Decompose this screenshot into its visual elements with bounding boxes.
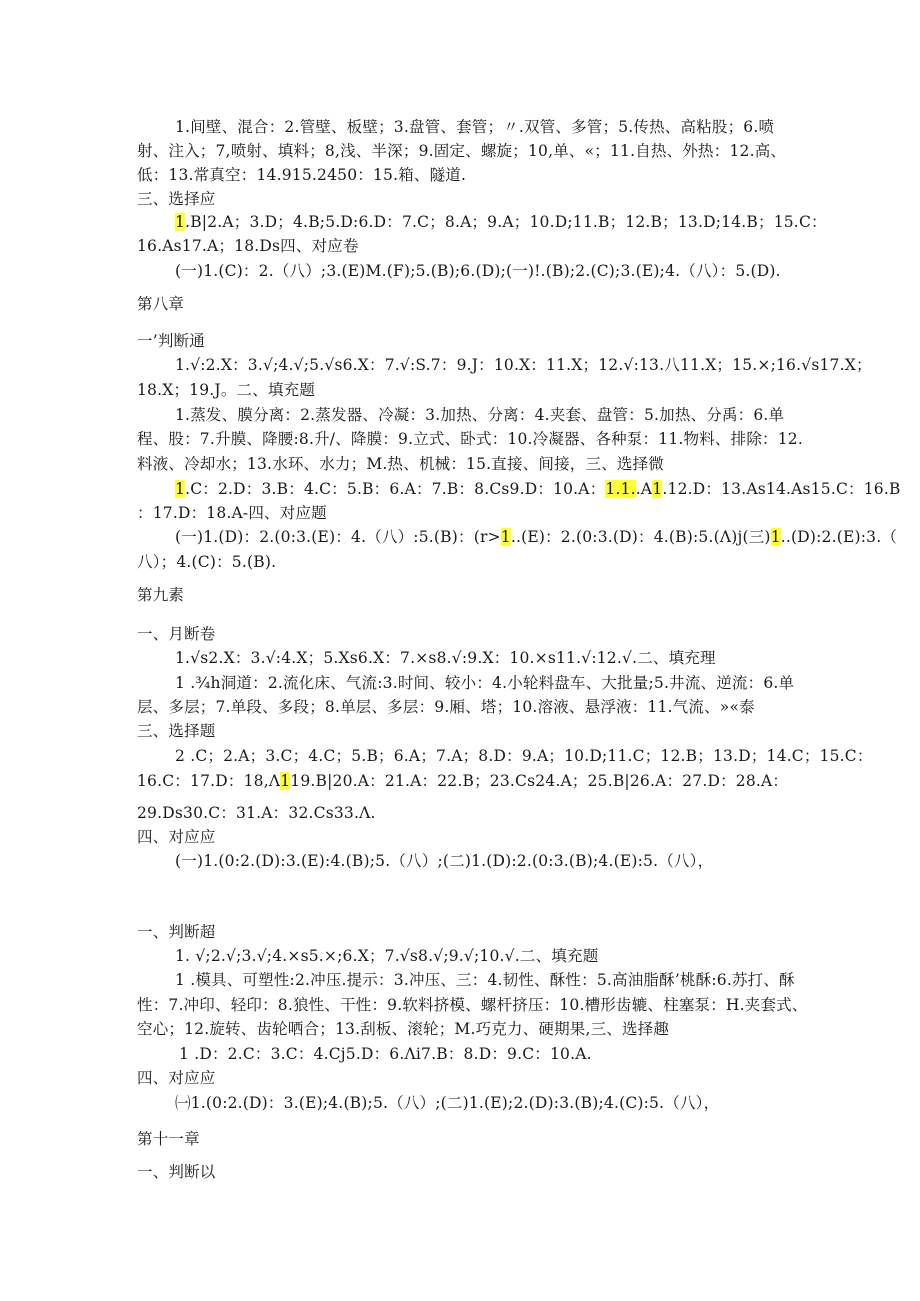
text-line: 八）；4.(C)：5.(B). <box>137 553 277 571</box>
highlight-mark: 1 <box>652 480 663 498</box>
text-line: 1 .D：2.C：3.C：4.Cj5.D：6.Λi7.B：8.D：9.C：10.A. <box>179 1045 592 1063</box>
text-line: ㈠1.(0:2.(D)：3.(E);4.(B);5.（八）;(二)1.(E);2.(D):3.(B);4.(C):5.（八）， <box>175 1094 720 1112</box>
chapter-heading: 第十一章 <box>137 1130 200 1148</box>
text-line: 1.√s2.X：3.√:4.X；5.Xs6.X：7.×s8.√:9.X：10.×s11.√:12.√.二、填充理 <box>175 649 716 667</box>
text-line: 29.Ds30.C：31.A：32.Cs33.Λ. <box>137 804 376 822</box>
highlight-mark: 1 <box>500 528 511 546</box>
text-line: 空心；12.旋转、齿轮哂合；13.刮板、滚轮；M.巧克力、硬期果,三、选择趣 <box>137 1020 670 1038</box>
section-heading: 一’判断通 <box>137 332 205 350</box>
highlight-mark: 1 <box>175 480 186 498</box>
section-heading: 四、对应应 <box>137 1069 216 1087</box>
text-segment: .12.D：13.As14.As15.C：16.B <box>662 480 901 498</box>
text-line: 1 .¾h洞道：2.流化床、气流:3.时间、较小：4.小轮料盘车、大批量;5.井流、逆流：6.单 <box>175 674 795 692</box>
text-line <box>175 527 897 547</box>
text-line: 16.As17.A；18.Ds四、对应卷 <box>137 237 359 255</box>
text-line: 性：7.冲印、轻印：8.狼性、干性：9.软料挤模、螺杆挤压：10.槽形齿辘、柱塞泵：H.夹套式、 <box>137 996 808 1014</box>
text-line: 1. √;2.√;3.√;4.×s5.×;6.X；7.√s8.√;9.√;10.√.二、填充题 <box>175 947 599 965</box>
text-line <box>175 479 901 499</box>
text-segment: ..(E)：2.(0:3.(D)：4.(B):5.(Λ)j(三) <box>510 528 771 546</box>
text-line: 1.蒸发、膜分离：2.蒸发器、冷凝：3.加热、分离：4.夹套、盘管：5.加热、分禹：6.单 <box>175 406 785 424</box>
text-line: 1.间壁、混合：2.管壁、板壁；3.盘管、套管；〃.双管、多管；5.传热、高粘股；6.喷 <box>175 118 775 136</box>
section-heading: 一、月断卷 <box>137 625 216 643</box>
section-heading: 一、判断以 <box>137 1163 216 1181</box>
chapter-heading: 第八章 <box>137 295 185 313</box>
text-line: 1.√:2.X：3.√;4.√;5.√s6.X：7.√:S.7：9.J：10.X：11.X；12.√:13.八11.X；15.×;16.√s17.X； <box>175 356 872 374</box>
section-heading: 三、选择应 <box>137 190 216 208</box>
highlight-mark: 1 <box>175 213 186 231</box>
text-line: 射、注入；7,喷射、填料；8,浅、半深；9.固定、螺旋；10,单、«；11.自热、外热：12.高、 <box>137 142 787 160</box>
text-line: 料液、冷却水；13.水环、水力；M.热、机械：15.直接、间接，三、选择微 <box>137 455 665 473</box>
text-segment: ..(D):2.(E):3.（ <box>780 528 898 546</box>
text-line: (一)1.(0:2.(D):3.(E):4.(B);5.（八）;(二)1.(D):2.(0:3.(B);4.(E):5.（八）， <box>175 852 714 870</box>
text-line <box>175 212 827 232</box>
text-line <box>137 771 788 791</box>
text-line: 低：13.常真空：14.915.2450：15.箱、隧道. <box>137 166 467 184</box>
text-line: (一)1.(C)：2.（八）;3.(E)M.(F);5.(B);6.(D);(一)!.(B);2.(C);3.(E);4.（八）：5.(D). <box>175 262 781 280</box>
section-heading: 三、选择题 <box>137 722 216 740</box>
text-segment: 19.B|20.A：21.A：22.B；23.Cs24.A；25.B|26.A：27.D：28.A： <box>290 772 789 790</box>
section-heading: 四、对应应 <box>137 828 216 846</box>
text-line: 2 .C；2.A；3.C；4.C；5.B；6.A；7.A；8.D：9.A；10.D;11.C；12.B；13.D；14.C；15.C： <box>175 747 873 765</box>
chapter-heading: 第九素 <box>137 586 185 604</box>
text-line: 18.X；19.J。二、填充题 <box>137 381 316 399</box>
text-segment: 16.C：17.D：18,Λ <box>137 772 281 790</box>
text-segment: (一)1.(D)：2.(0:3.(E)：4.（八）:5.(B)：(r> <box>175 528 501 546</box>
text-segment: .C：2.D：3.B：4.C：5.B：6.A：7.B：8.Cs9.D：10.A： <box>185 480 606 498</box>
text-line: 层、多层；7.单段、多段；8.单层、多层：9.厢、塔；10.溶液、悬浮液：11.气流、»«泰 <box>137 698 755 716</box>
text-segment: .A <box>635 480 653 498</box>
text-line: ：17.D：18.A-四、对应题 <box>137 504 327 522</box>
highlight-mark: 1 <box>280 772 291 790</box>
text-line: 1 .模具、可塑性:2.冲压.提示：3.冲压、三：4.韧性、酥性：5.高油脂酥’桃酥:6.苏打、酥 <box>175 971 795 989</box>
text-segment: .B|2.A；3.D；4.B;5.D:6.D：7.C；8.A；9.A；10.D;11.B；12.B；13.D;14.B；15.C： <box>185 213 827 231</box>
text-line: 程、股：7.升膜、降腰:8.升/、降膜：9.立式、卧式：10.冷凝器、各种泵：11.物料、排除：12. <box>137 430 803 448</box>
section-heading: 一、判断超 <box>137 923 216 941</box>
highlight-mark: 1 <box>770 528 781 546</box>
highlight-mark: 1.1. <box>605 480 636 498</box>
